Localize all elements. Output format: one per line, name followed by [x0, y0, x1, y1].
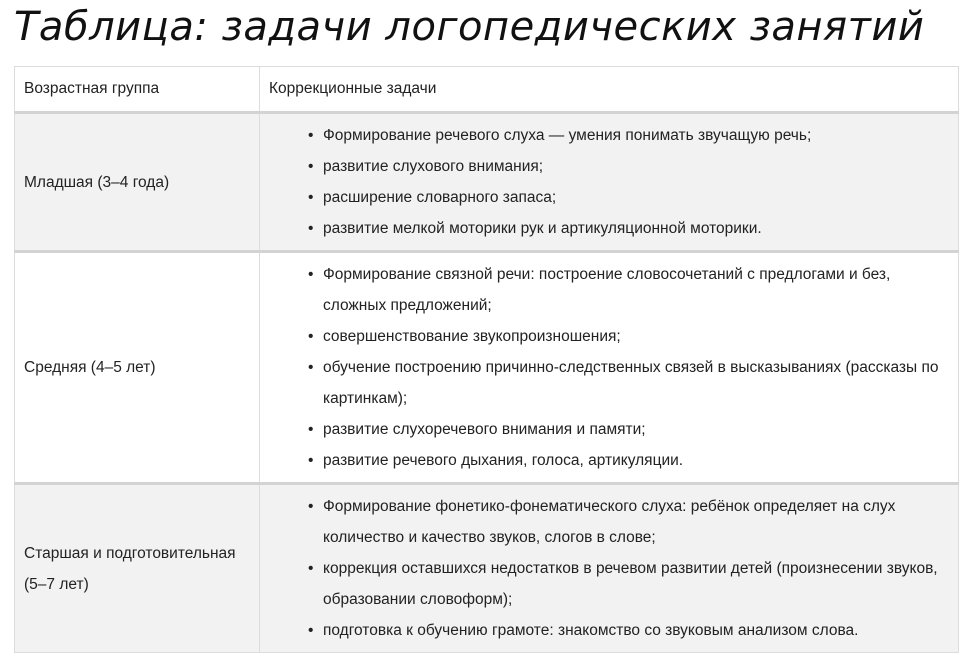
task-list-item: • развитие слухоречевого внимания и памяти;: [323, 414, 948, 445]
task-list-item: • Формирование речевого слуха — умения понимать звучащую речь;: [323, 120, 948, 151]
task-list-item: • коррекция оставшихся недостатков в речевом развитии детей (произнесении звуков, образовании словоформ);: [323, 553, 948, 615]
task-list-item: • развитие мелкой моторики рук и артикуляционной моторики.: [323, 213, 948, 244]
bullet-icon: •: [308, 158, 314, 175]
bullet-icon: •: [308, 328, 314, 345]
bullet-icon: •: [308, 359, 314, 376]
age-group-cell: Средняя (4–5 лет): [15, 252, 260, 484]
task-list-item: • обучение построению причинно-следственных связей в высказываниях (рассказы по картинкам);: [323, 352, 948, 414]
bullet-icon: •: [308, 421, 314, 438]
task-list-item: • совершенствование звукопроизношения;: [323, 321, 948, 352]
task-list-item: • Формирование связной речи: построение словосочетаний с предлогами и без, сложных предложений;: [323, 259, 948, 321]
task-list-item: • расширение словарного запаса;: [323, 182, 948, 213]
tasks-cell: [260, 252, 959, 484]
task-list-item: • развитие речевого дыхания, голоса, артикуляции.: [323, 445, 948, 476]
task-list-item: • Формирование фонетико-фонематического слуха: ребёнок определяет на слух количество и качество звуков, слогов в слове;: [323, 491, 948, 553]
page-title: Таблица: задачи логопедических занятий: [14, 4, 925, 50]
task-list-item: • подготовка к обучению грамоте: знакомство со звуковым анализом слова.: [323, 615, 948, 646]
column-header-correction-tasks: Коррекционные задачи: [260, 67, 959, 113]
table-row: [15, 252, 959, 484]
age-group-cell: Старшая и подготовительная (5–7 лет): [15, 484, 260, 653]
bullet-icon: •: [308, 560, 314, 577]
bullet-icon: •: [308, 622, 314, 639]
tasks-cell: [260, 113, 959, 252]
bullet-icon: •: [308, 127, 314, 144]
speech-therapy-tasks-table: [14, 66, 959, 653]
bullet-icon: •: [308, 498, 314, 515]
tasks-cell: [260, 484, 959, 653]
bullet-icon: •: [308, 189, 314, 206]
bullet-icon: •: [308, 266, 314, 283]
task-list-item: • развитие слухового внимания;: [323, 151, 948, 182]
bullet-icon: •: [308, 452, 314, 469]
table-header-row: [15, 67, 959, 113]
table-row: [15, 113, 959, 252]
column-header-age-group: Возрастная группа: [15, 67, 260, 113]
age-group-cell: Младшая (3–4 года): [15, 113, 260, 252]
bullet-icon: •: [308, 220, 314, 237]
table-row: [15, 484, 959, 653]
